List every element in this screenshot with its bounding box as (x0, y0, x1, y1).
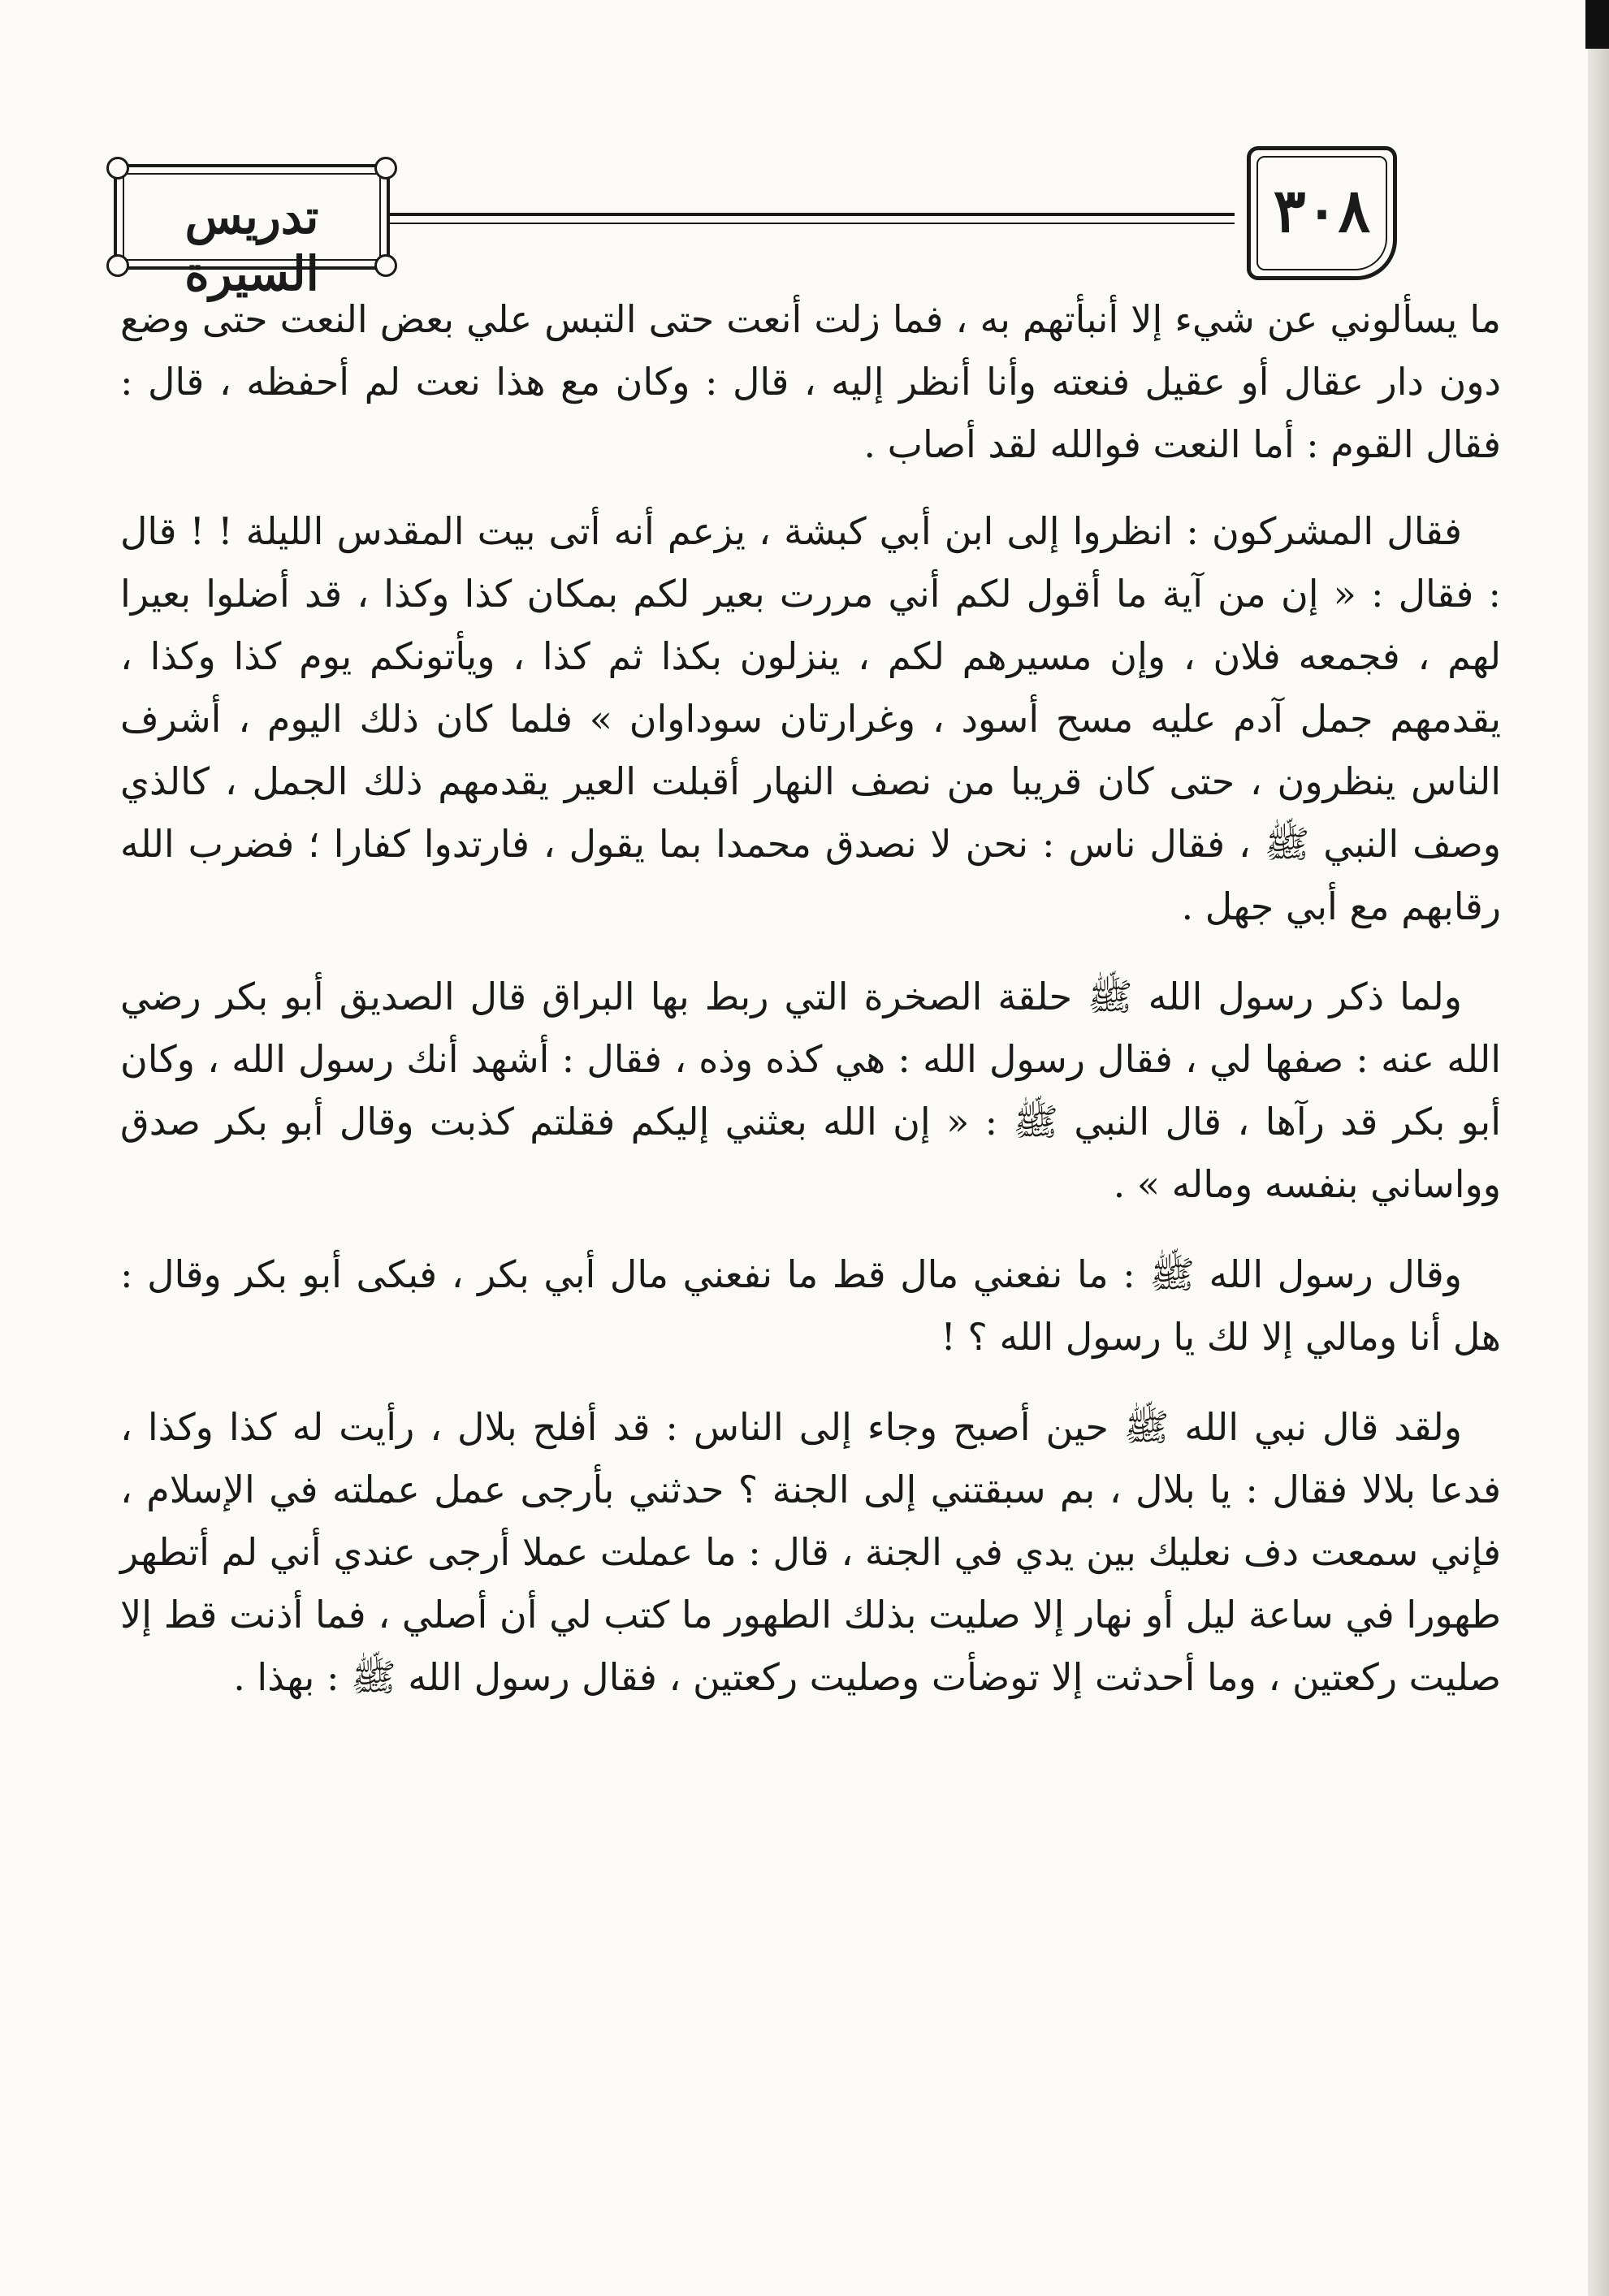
paragraph: ولقد قال نبي الله ﷺ حين أصبح وجاء إلى الناس : قد أفلح بلال ، رأيت له كذا وكذا ، فدعا بلالا فقال : يا بلال ، بم سبقتني إلى الجنة ؟ حدثني بأرجى عمل عملته في الإسلام ، فإني سمعت دف نعليك بين يدي في الجنة ، قال : ما عملت عملا أرجى عندي أني لم أتطهر طهورا في ساعة ليل أو نهار إلا صليت بذلك الطهور ما كتب لي أن أصلي ، فما أذنت قط إلا صليت ركعتين ، وما أحدثت إلا توضأت وصليت ركعتين ، فقال رسول الله ﷺ : بهذا . (120, 1405, 1501, 1699)
paragraph: ولما ذكر رسول الله ﷺ حلقة الصخرة التي ربط بها البراق قال الصديق أبو بكر رضي الله عنه : صفها لي ، فقال رسول الله : هي كذه وذه ، فقال : أشهد أنك رسول الله ، وكان أبو بكر قد رآها ، قال النبي ﷺ : « إن الله بعثني إليكم فقلتم كذبت وقال أبو بكر صدق وواساني بنفسه وماله » . (120, 975, 1501, 1206)
header-rule (382, 213, 1235, 216)
paragraph: فقال المشركون : انظروا إلى ابن أبي كبشة ، يزعم أنه أتى بيت المقدس الليلة ! ! قال : فقال : « إن من آية ما أقول لكم أني مررت بعير لكم بمكان كذا وكذا ، قد أضلوا بعيرا لهم ، فجمعه فلان ، وإن مسيرهم لكم ، ينزلون بكذا ثم كذا ، ويأتونكم يوم كذا وكذا ، يقدمهم جمل آدم عليه مسح أسود ، وغرارتان سوداوان » فلما كان ذلك اليوم ، أشرف الناس ينظرون ، حتى كان قريبا من نصف النهار أقبلت العير يقدمهم ذلك الجمل ، كالذي وصف النبي ﷺ ، فقال ناس : نحن لا نصدق محمدا بما يقول ، فارتدوا كفارا ؛ فضرب الله رقابهم مع أبي جهل . (120, 509, 1501, 928)
paragraph: وقال رسول الله ﷺ : ما نفعني مال قط ما نفعني مال أبي بكر ، فبكى أبو بكر وقال : هل أنا ومالي إلا لك يا رسول الله ؟ ! (120, 1252, 1501, 1359)
header-rule-thin (382, 223, 1235, 224)
paragraph: ما يسألوني عن شيء إلا أنبأتهم به ، فما زلت أنعت حتى التبس علي بعض النعت حتى وضع دون دار عقال أو عقيل فنعته وأنا أنظر إليه ، قال : وكان مع هذا نعت لم أحفظه ، قال : فقال القوم : أما النعت فوالله لقد أصاب . (120, 297, 1501, 466)
scan-corner (1585, 0, 1609, 49)
running-title: تدريس السيرة (184, 189, 319, 301)
page-number: ٣٠٨ (1273, 176, 1371, 246)
scan-edge (1588, 0, 1609, 2296)
page-header (114, 146, 1494, 301)
page-body (120, 288, 1501, 1736)
ornament-icon (374, 157, 397, 179)
running-title-frame (114, 164, 390, 301)
ornament-icon (106, 157, 129, 179)
page-number-frame (1247, 146, 1397, 280)
